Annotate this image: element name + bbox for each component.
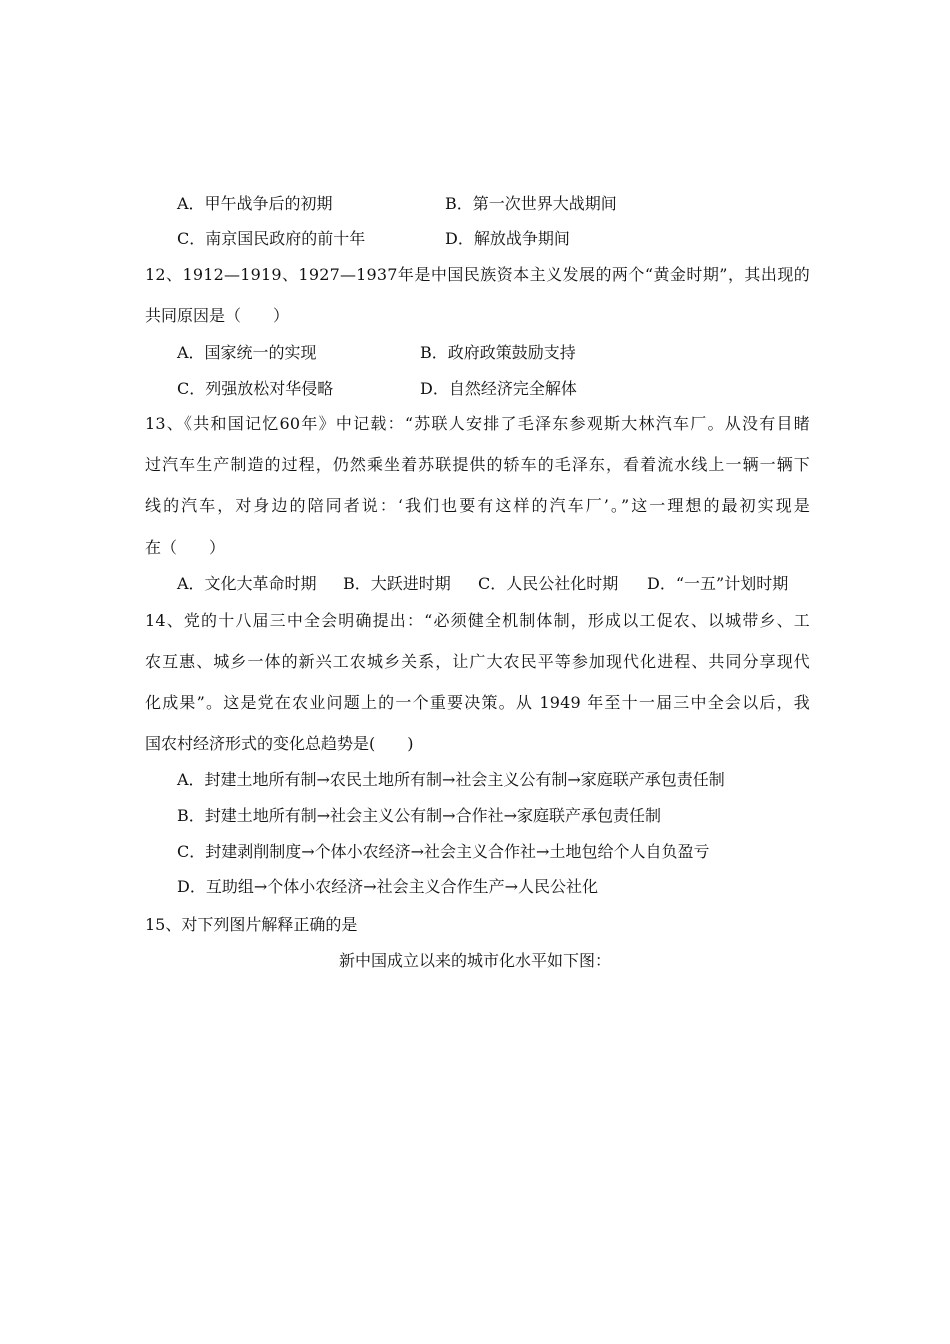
q11-option-c: C．南京国民政府的前十年	[177, 229, 366, 248]
q15-stem-line-1: 15、对下列图片解释正确的是	[145, 915, 358, 934]
q11-option-b: B．第一次世界大战期间	[445, 194, 617, 213]
q14-stem-line-2: 农互惠、城乡一体的新兴工农城乡关系，让广大农民平等参加现代化进程、共同分享现代	[145, 652, 810, 671]
q14-stem-line-1: 14、党的十八届三中全会明确提出：“必须健全机制体制，形成以工促农、以城带乡、工	[145, 611, 810, 630]
q12-options-row-2	[0, 378, 950, 400]
q13-stem-line-2: 过汽车生产制造的过程，仍然乘坐着苏联提供的轿车的毛泽东，看着流水线上一辆一辆下	[145, 455, 810, 474]
q12-options-row-1	[0, 342, 950, 364]
q14-option-c: C．封建剥削制度→个体小农经济→社会主义合作社→土地包给个人自负盈亏	[177, 842, 710, 861]
q13-stem-line-3: 线的汽车，对身边的陪同者说：‘我们也要有这样的汽车厂’。”这一理想的最初实现是	[145, 496, 810, 515]
q13-option-c: C．人民公社化时期	[478, 574, 619, 593]
q12-stem-line-2: 共同原因是（ ）	[145, 306, 290, 325]
q14-stem-line-3: 化成果”。这是党在农业问题上的一个重要决策。从 1949 年至十一届三中全会以后，我	[145, 693, 810, 712]
q12-option-b: B．政府政策鼓励支持	[420, 343, 576, 362]
q12-option-d: D．自然经济完全解体	[420, 379, 577, 398]
q13-stem-line-4: 在（ ）	[145, 538, 226, 557]
q14-option-a: A．封建土地所有制→农民土地所有制→社会主义公有制→家庭联产承包责任制	[177, 770, 725, 789]
q15-figure-caption: 新中国成立以来的城市化水平如下图：	[338, 951, 611, 970]
q14-stem-line-4: 国农村经济形式的变化总趋势是( )	[145, 734, 414, 753]
q12-stem-line-1: 12、1912—1919、1927—1937年是中国民族资本主义发展的两个“黄金时期”，其出现的	[145, 265, 810, 284]
q13-option-d: D．“一五”计划时期	[647, 574, 789, 593]
q13-options-row	[0, 573, 950, 595]
q13-stem-line-1: 13、《共和国记忆60年》中记载：“苏联人安排了毛泽东参观斯大林汽车厂。从没有目睹	[145, 414, 810, 433]
q12-option-a: A．国家统一的实现	[177, 343, 317, 362]
q11-option-a: A．甲午战争后的初期	[177, 194, 333, 213]
q11-option-d: D．解放战争期间	[445, 229, 570, 248]
q14-option-b: B．封建土地所有制→社会主义公有制→合作社→家庭联产承包责任制	[177, 806, 661, 825]
q14-option-d: D．互助组→个体小农经济→社会主义合作生产→人民公社化	[177, 877, 599, 896]
q11-options-row-2	[0, 228, 950, 250]
q13-option-a: A．文化大革命时期	[177, 574, 317, 593]
q12-option-c: C．列强放松对华侵略	[177, 379, 334, 398]
q13-option-b: B．大跃进时期	[343, 574, 451, 593]
q11-options-row-1	[0, 193, 950, 215]
